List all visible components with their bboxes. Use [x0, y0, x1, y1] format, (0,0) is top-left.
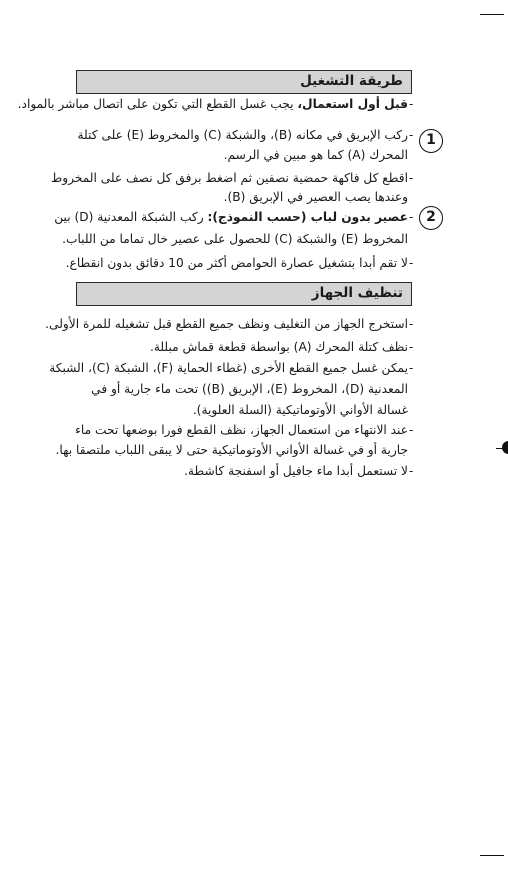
item-text: يمكن غسل جميع القطع الأخرى (غطاء الحماية (F)، الشبكة (C)، الشبكة — [49, 361, 408, 375]
step-number-badge: 2 — [419, 206, 443, 230]
item-line — [78, 127, 408, 143]
section-header-operation — [76, 70, 412, 94]
item-line — [51, 170, 408, 186]
bullet-dash: - — [409, 340, 414, 354]
section-title: تنظيف الجهاز — [311, 285, 403, 301]
item-line — [184, 463, 408, 479]
item-text: جارية أو في غسالة الأواني الأوتوماتيكية حتى لا يبقى اللباب ملتصقا بها. — [55, 443, 408, 457]
item-line — [66, 255, 408, 271]
item-text: يجب غسل القطع التي تكون على اتصال مباشر بالمواد. — [17, 97, 298, 111]
bullet-dash: - — [409, 256, 414, 270]
item-text: عند الانتهاء من استعمال الجهاز، نظف القطع فورا بوضعها تحت ماء — [75, 423, 408, 437]
bullet-dash: - — [409, 361, 414, 375]
bullet-dash: - — [409, 171, 414, 185]
item-text: نظف كتلة المحرك (A) بواسطة قطعة قماش مبللة. — [149, 340, 408, 354]
section-header-cleaning — [76, 282, 412, 306]
item-line — [45, 316, 408, 332]
item-text: لا تستعمل أبدا ماء جافيل أو اسفنجة كاشطة. — [184, 464, 408, 478]
item-text: لا تقم أبدا بتشغيل عصارة الحوامض أكثر من 10 دقائق بدون انقطاع. — [65, 256, 408, 270]
bullet-dash: - — [409, 210, 414, 224]
item-text: المعدنية (D)، المخروط (E)، الإبريق (B)) تحت ماء جارية أو في — [91, 382, 408, 396]
item-text: غسالة الأواني الأوتوماتيكية (السلة العلوية). — [192, 403, 408, 417]
item-text: استخرج الجهاز من التغليف ونظف جميع القطع قبل تشغيله للمرة الأولى. — [45, 317, 408, 331]
item-text: ركب الإبريق في مكانه (B)، والشبكة (C) والمخروط (E) على كتلة — [77, 128, 408, 142]
item-line — [150, 339, 408, 355]
item-text: ركب الشبكة المعدنية (D) بين — [54, 210, 208, 224]
item-line — [54, 209, 408, 225]
item-bold-text: عصير بدون لباب (حسب النموذج): — [207, 210, 408, 224]
bullet-dash: - — [409, 128, 414, 142]
bullet-dash: - — [409, 464, 414, 478]
bullet-dash: - — [409, 97, 414, 111]
item-line — [224, 189, 408, 205]
item-bold-text: قبل أول استعمال، — [297, 97, 408, 111]
item-line — [18, 96, 408, 112]
item-line — [75, 422, 408, 438]
item-text: وعندها يصب العصير في الإبريق (B). — [223, 190, 408, 204]
item-line — [49, 360, 408, 376]
crop-mark-top-right — [480, 14, 504, 15]
bullet-dash: - — [409, 317, 414, 331]
bullet-dash: - — [409, 423, 414, 437]
crop-mark-bottom-right — [480, 855, 504, 856]
item-line — [91, 381, 408, 397]
item-line — [224, 147, 408, 163]
item-text: اقطع كل فاكهة حمضية نصفين ثم اضغط برفق كل نصف على المخروط — [50, 171, 408, 185]
section-title: طريقة التشغيل — [300, 73, 403, 89]
item-text: المحرك (A) كما هو مبين في الرسم. — [223, 148, 408, 162]
item-line — [193, 402, 408, 418]
registration-mark-icon — [502, 441, 508, 454]
step-number-badge: 1 — [419, 129, 443, 153]
item-line — [62, 231, 408, 247]
item-line — [56, 442, 408, 458]
item-text: المخروط (E) والشبكة (C) للحصول على عصير خال تماما من اللباب. — [62, 232, 408, 246]
